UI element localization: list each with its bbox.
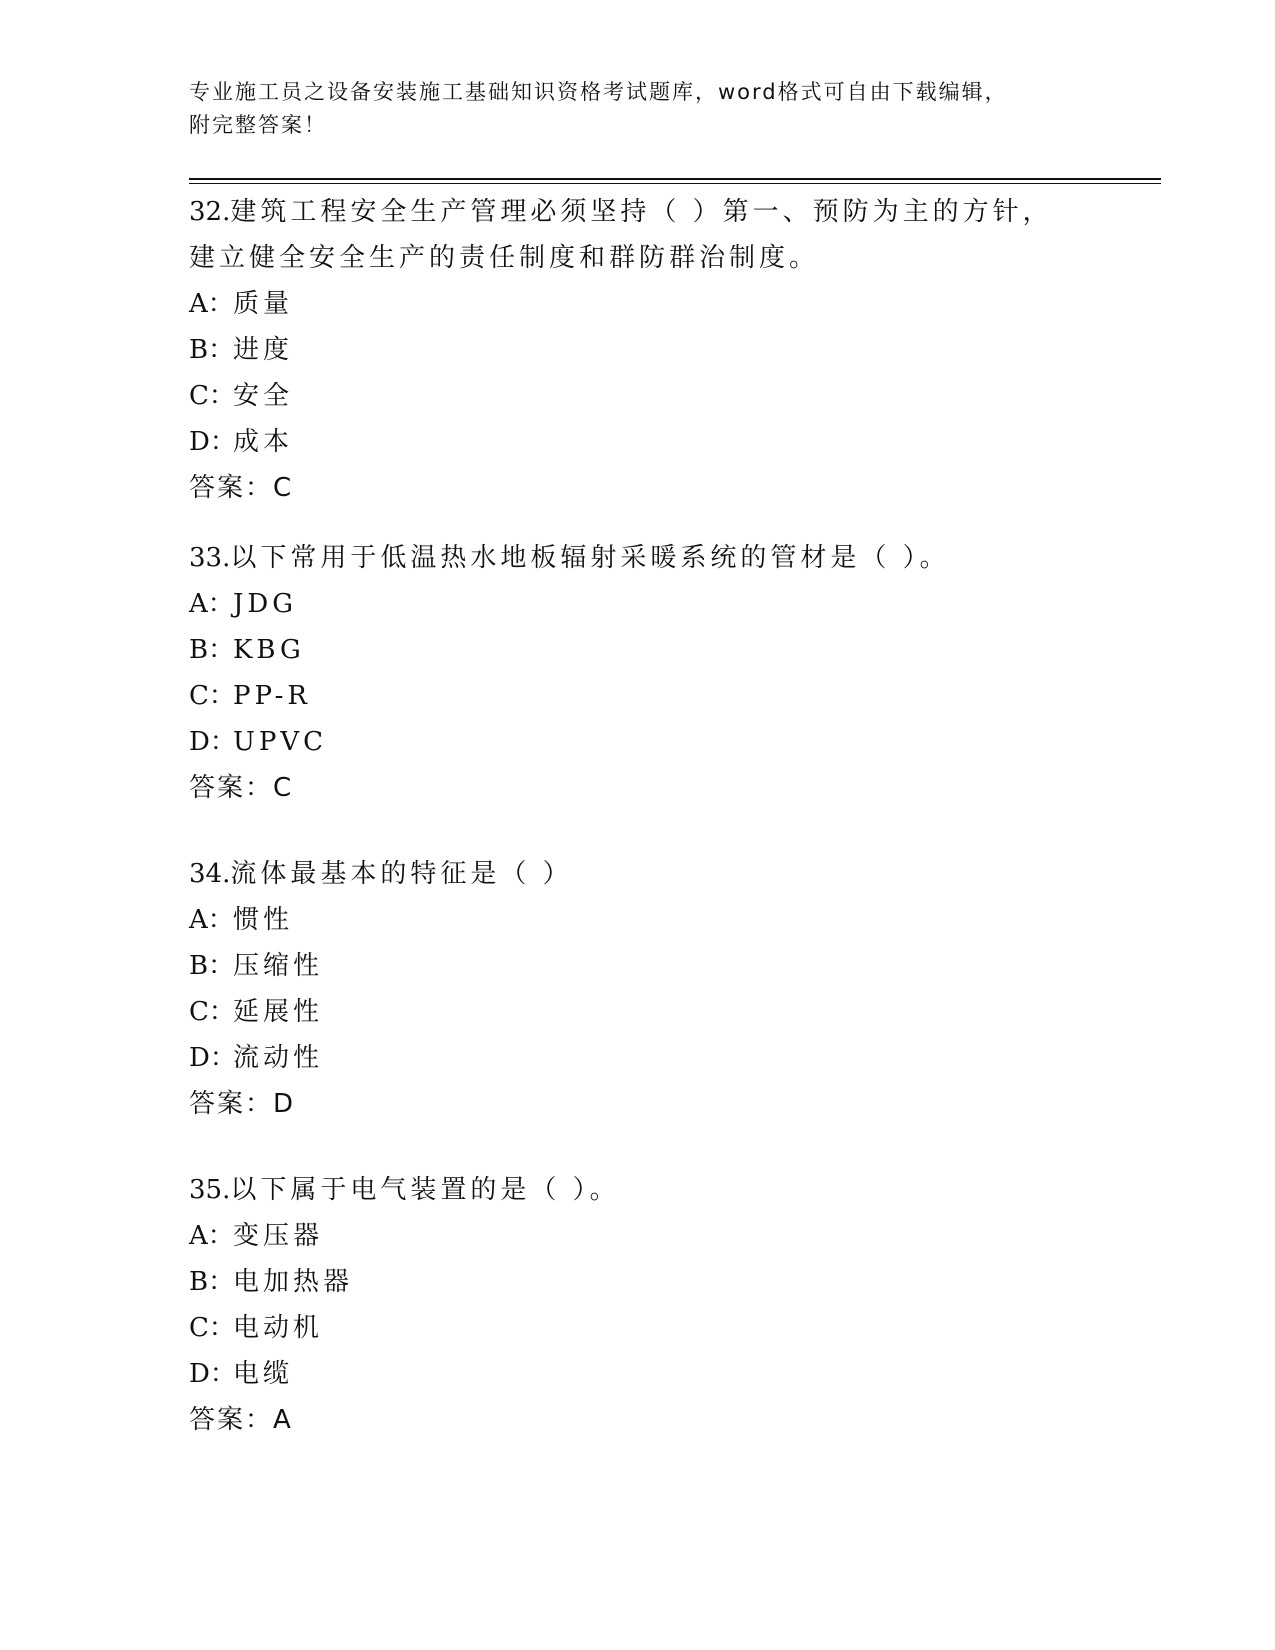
answer-line: 答案：C bbox=[189, 473, 294, 503]
question-number: 34. bbox=[189, 859, 231, 889]
option-text: 压缩性 bbox=[233, 951, 324, 981]
option-text: 成本 bbox=[233, 427, 294, 457]
option-d bbox=[189, 419, 1089, 465]
answer-line: 答案：A bbox=[189, 1405, 293, 1435]
answer-line: 答案：D bbox=[189, 1089, 296, 1119]
question-text: 流体最基本的特征是（ ） bbox=[230, 859, 573, 889]
question-35 bbox=[189, 1167, 1089, 1447]
option-b bbox=[189, 327, 1089, 373]
option-text: KBG bbox=[233, 635, 305, 665]
question-list bbox=[189, 189, 1089, 1447]
question-33 bbox=[189, 535, 1089, 851]
question-stem bbox=[189, 189, 1069, 281]
option-key: B： bbox=[189, 335, 235, 365]
header-divider-thin bbox=[189, 183, 1161, 184]
option-text: 电动机 bbox=[233, 1313, 324, 1343]
option-key: A： bbox=[189, 589, 234, 619]
option-b bbox=[189, 1259, 1089, 1305]
option-key: A： bbox=[189, 905, 234, 935]
option-text: 电缆 bbox=[233, 1359, 294, 1389]
option-d bbox=[189, 719, 1089, 765]
option-c bbox=[189, 673, 1089, 719]
header-line-2: 附完整答案！ bbox=[189, 113, 327, 137]
question-34 bbox=[189, 851, 1089, 1167]
option-text: 进度 bbox=[233, 335, 294, 365]
question-32 bbox=[189, 189, 1089, 503]
option-d bbox=[189, 1351, 1089, 1397]
option-text: PP-R bbox=[233, 681, 311, 711]
option-key: A： bbox=[189, 289, 234, 319]
option-key: C： bbox=[189, 381, 235, 411]
document-header bbox=[189, 76, 1069, 142]
option-key: A： bbox=[189, 1221, 234, 1251]
option-text: 质量 bbox=[233, 289, 294, 319]
option-key: C： bbox=[189, 1313, 235, 1343]
option-b bbox=[189, 943, 1089, 989]
option-a bbox=[189, 897, 1089, 943]
option-key: D： bbox=[189, 1043, 236, 1073]
option-key: D： bbox=[189, 427, 236, 457]
option-b bbox=[189, 627, 1089, 673]
option-key: C： bbox=[189, 997, 235, 1027]
question-number: 32. bbox=[189, 197, 231, 227]
option-a bbox=[189, 281, 1089, 327]
question-stem bbox=[189, 535, 1069, 581]
question-stem bbox=[189, 851, 1069, 897]
question-stem bbox=[189, 1167, 1069, 1213]
option-text: 安全 bbox=[233, 381, 294, 411]
option-text: 延展性 bbox=[233, 997, 324, 1027]
option-text: 流动性 bbox=[233, 1043, 324, 1073]
option-text: UPVC bbox=[233, 727, 328, 757]
option-c bbox=[189, 1305, 1089, 1351]
option-text: JDG bbox=[233, 589, 298, 619]
question-text: 以下属于电气装置的是（ ）。 bbox=[230, 1175, 620, 1205]
option-a bbox=[189, 581, 1089, 627]
option-text: 惯性 bbox=[233, 905, 294, 935]
option-key: D： bbox=[189, 727, 236, 757]
option-key: C： bbox=[189, 681, 235, 711]
option-text: 变压器 bbox=[233, 1221, 324, 1251]
option-c bbox=[189, 373, 1089, 419]
option-text: 电加热器 bbox=[233, 1267, 354, 1297]
option-a bbox=[189, 1213, 1089, 1259]
option-key: D： bbox=[189, 1359, 236, 1389]
question-number: 33. bbox=[189, 543, 231, 573]
option-key: B： bbox=[189, 1267, 235, 1297]
answer-line: 答案：C bbox=[189, 773, 294, 803]
header-divider-thick bbox=[189, 178, 1161, 180]
option-key: B： bbox=[189, 635, 235, 665]
question-text: 以下常用于低温热水地板辐射采暖系统的管材是（ ）。 bbox=[230, 543, 950, 573]
question-number: 35. bbox=[189, 1175, 231, 1205]
option-d bbox=[189, 1035, 1089, 1081]
option-c bbox=[189, 989, 1089, 1035]
question-text: 建筑工程安全生产管理必须坚持（ ）第一、预防为主的方针，建立健全安全生产的责任制度和群防群治制度。 bbox=[189, 197, 1053, 273]
option-key: B： bbox=[189, 951, 235, 981]
header-line-1: 专业施工员之设备安装施工基础知识资格考试题库，word格式可自由下载编辑， bbox=[189, 80, 1008, 104]
